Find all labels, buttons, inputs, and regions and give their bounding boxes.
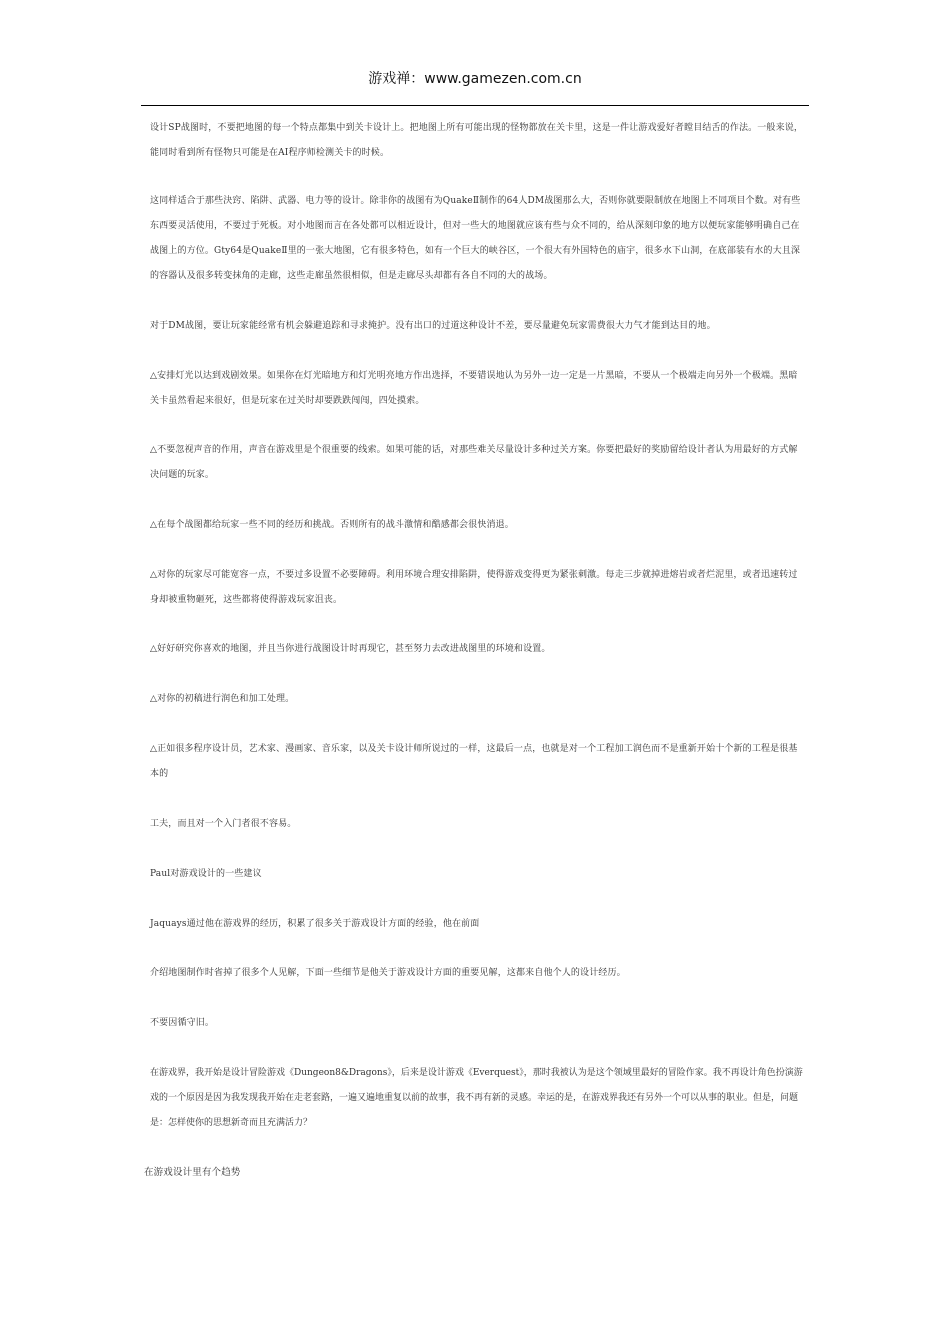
paragraph-sp-map-design: 设计SP战图时，不要把地图的每一个特点都集中到关卡设计上。把地图上所有可能出现的怪物都放在关卡里，这是一件让游戏爱好者瞠目结舌的作法。一般来说，能同时看到所有怪物只可能是在AI程序师检测关卡的时候。 <box>150 123 804 158</box>
paragraph-personal-insights: 介绍地图制作时省掉了很多个人见解，下面一些细节是他关于游戏设计方面的重要见解，这都来自他个人的设计经历。 <box>150 968 626 978</box>
paragraph-traps: △对你的玩家尽可能宽容一点，不要过多设置不必要障碍。利用环境合理安排陷阱，使得游戏变得更为紧张刺激。每走三步就掉进熔岩或者烂泥里，或者迅速转过身却被重物砸死，这些都将使得游戏玩家沮丧。 <box>150 570 798 605</box>
header-divider <box>141 105 809 106</box>
paragraph-dont-repeat: 不要因循守旧。 <box>150 1018 215 1028</box>
paragraph-career-story: 在游戏界，我开始是设计冒险游戏《Dungeon8&Dragons》，后来是设计游戏《Everquest》，那时我被认为是这个领域里最好的冒险作家。我不再设计角色扮演游戏的一个原因是因为我发现我开始在走老套路，一遍又遍地重复以前的故事，我不再有新的灵感。幸运的是，在游戏界我还有另外一个可以从事的职业。但是，问题是：怎样使你的思想新奇而且充满活力？ <box>150 1068 803 1128</box>
paragraph-effort: 工夫，而且对一个入门者很不容易。 <box>150 819 297 829</box>
paragraph-polish: △对你的初稿进行润色和加工处理。 <box>150 694 295 704</box>
paragraph-jaquays-intro: Jaquays通过他在游戏界的经历，积累了很多关于游戏设计方面的经验，他在前面 <box>150 919 480 929</box>
paragraph-study-maps: △好好研究你喜欢的地图，并且当你进行战图设计时再现它，甚至努力去改进战图里的环境和设置。 <box>150 644 551 654</box>
paragraph-dm-maps: 对于DM战图，要让玩家能经常有机会躲避追踪和寻求掩护。没有出口的过道这种设计不差，要尽量避免玩家需费很大力气才能到达目的地。 <box>150 321 716 331</box>
paragraph-sound: △不要忽视声音的作用，声音在游戏里是个很重要的线索。如果可能的话，对那些难关尽量设计多种过关方案。你要把最好的奖励留给设计者认为用最好的方式解决问题的玩家。 <box>150 445 798 480</box>
paragraph-trend: 在游戏设计里有个趋势 <box>144 1167 241 1178</box>
paragraph-challenges: △在每个战图都给玩家一些不同的经历和挑战。否则所有的战斗激情和酷感都会很快消退。 <box>150 520 514 530</box>
page-header: 游戏禅：www.gamezen.com.cn <box>368 71 582 87</box>
section-heading-paul-advice: Paul对游戏设计的一些建议 <box>150 869 262 879</box>
paragraph-lighting: △安排灯光以达到戏剧效果。如果你在灯光暗地方和灯光明亮地方作出选择，不要错误地认为另外一边一定是一片黑暗，不要从一个极端走向另外一个极端。黑暗关卡虽然看起来很好，但是玩家在过关时却要跌跌闯闯，四处摸索。 <box>150 371 798 406</box>
paragraph-item-limits: 这同样适合于那些決窍、陷阱、武器、电力等的设计。除非你的战图有为QuakeⅡ制作的64人DM战图那么大，否则你就要限制放在地图上不同项目个数。对有些东西要灵活使用，不要过于死板。对小地图而言在各处都可以相近设计，但对一些大的地图就应该有些与众不同的，给从深刻印象的地方以便玩家能够明确自己在战图上的方位。Gty64是QuakeⅡ里的一张大地图，它有很多特色，如有一个巨大的峡谷区，一个很大有外国特色的庙宇，很多水下山洞，在底部装有水的大且深的容器认及很多转变抹角的走廊，这些走廊虽然很相似，但是走廊尽头却都有各自不同的大的战场。 <box>150 196 801 281</box>
paragraph-refinement: △正如很多程序设计员，艺术家、漫画家、音乐家，以及关卡设计师所说过的一样，这最后一点，也就是对一个工程加工润色而不是重新开始十个新的工程是很基本的 <box>150 744 798 779</box>
